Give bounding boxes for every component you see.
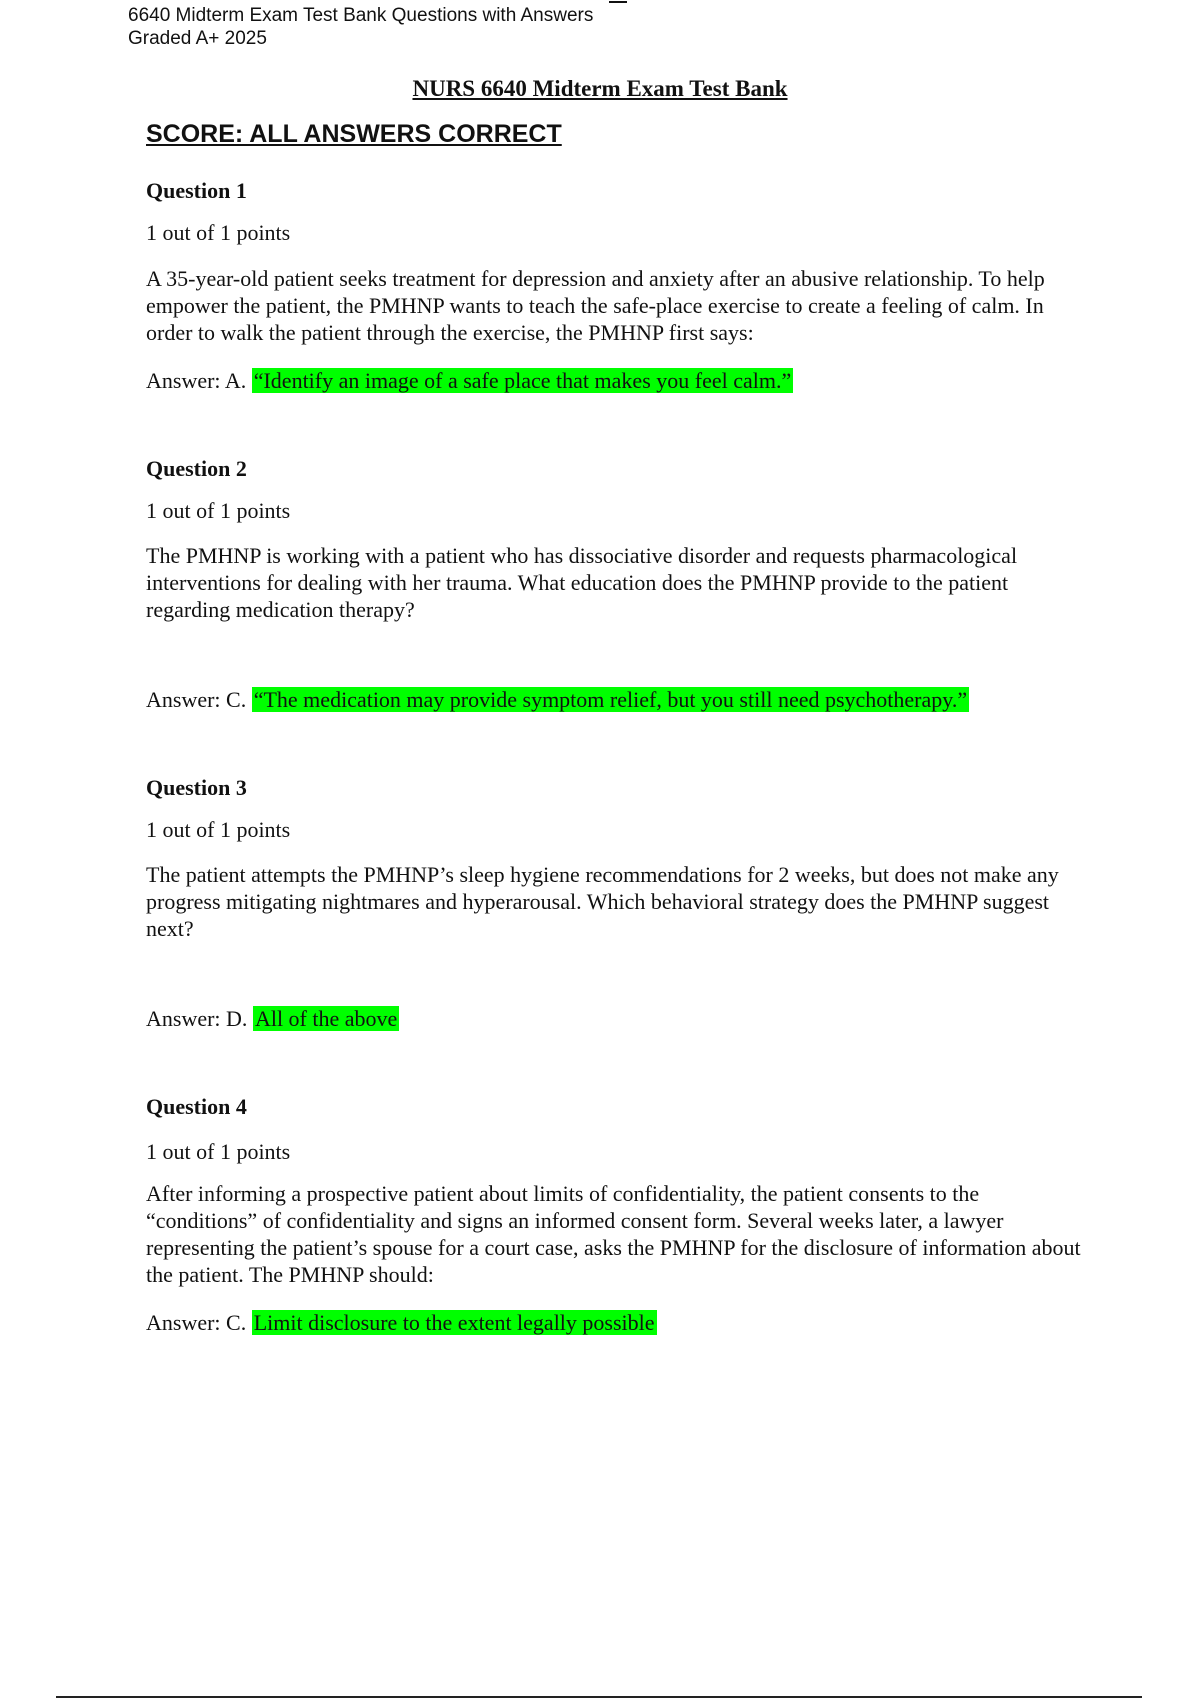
footer-rule bbox=[56, 1696, 1142, 1698]
question-title: Question 3 bbox=[146, 775, 247, 800]
question-title: Question 2 bbox=[146, 456, 247, 481]
question-answer bbox=[146, 1005, 399, 1033]
question-points: 1 out of 1 points bbox=[146, 220, 291, 245]
header-mark bbox=[609, 1, 627, 3]
question-text: After informing a prospective patient about limits of confidentiality, the patient consents to the “conditions” of confidentiality and signs an informed consent form. Several weeks later, a lawyer representing the patient’s spouse for a court case, asks the PMHNP for the disclosure of information about the patient. The PMHNP should: bbox=[146, 1181, 1081, 1287]
question-title: Question 4 bbox=[146, 1094, 247, 1119]
answer-label: Answer: C. bbox=[146, 687, 247, 712]
document-title: NURS 6640 Midterm Exam Test Bank bbox=[412, 76, 788, 101]
answer-highlight: All of the above bbox=[254, 1006, 398, 1031]
header-line-2: Graded A+ 2025 bbox=[128, 28, 267, 49]
document-header bbox=[128, 4, 593, 50]
question-text: The patient attempts the PMHNP’s sleep hygiene recommendations for 2 weeks, but does not make any progress mitigating nightmares and hyperarousal. Which behavioral strategy does the PMHNP suggest next? bbox=[146, 862, 1059, 941]
question-answer bbox=[146, 367, 793, 395]
question-text: The PMHNP is working with a patient who has dissociative disorder and requests pharmacological interventions for dealing with her trauma. What education does the PMHNP provide to the patient regarding medication therapy? bbox=[146, 543, 1018, 622]
answer-label: Answer: C. bbox=[146, 1310, 247, 1335]
question-text: A 35-year-old patient seeks treatment for depression and anxiety after an abusive relationship. To help empower the patient, the PMHNP wants to teach the safe-place exercise to create a feeling of calm. In order to walk the patient through the exercise, the PMHNP first says: bbox=[146, 266, 1045, 345]
question-points: 1 out of 1 points bbox=[146, 817, 291, 842]
answer-highlight: “Identify an image of a safe place that makes you feel calm.” bbox=[253, 368, 792, 393]
question-answer bbox=[146, 686, 969, 714]
question-answer bbox=[146, 1309, 657, 1337]
answer-label: Answer: D. bbox=[146, 1006, 248, 1031]
header-line-1: 6640 Midterm Exam Test Bank Questions with Answers bbox=[128, 5, 594, 26]
answer-highlight: “The medication may provide symptom relief, but you still need psychotherapy.” bbox=[253, 687, 968, 712]
question-points: 1 out of 1 points bbox=[146, 1139, 291, 1164]
answer-label: Answer: A. bbox=[146, 368, 247, 393]
question-title: Question 1 bbox=[146, 178, 247, 203]
answer-highlight: Limit disclosure to the extent legally possible bbox=[253, 1310, 655, 1335]
question-points: 1 out of 1 points bbox=[146, 498, 291, 523]
score-heading: SCORE: ALL ANSWERS CORRECT bbox=[146, 120, 562, 148]
